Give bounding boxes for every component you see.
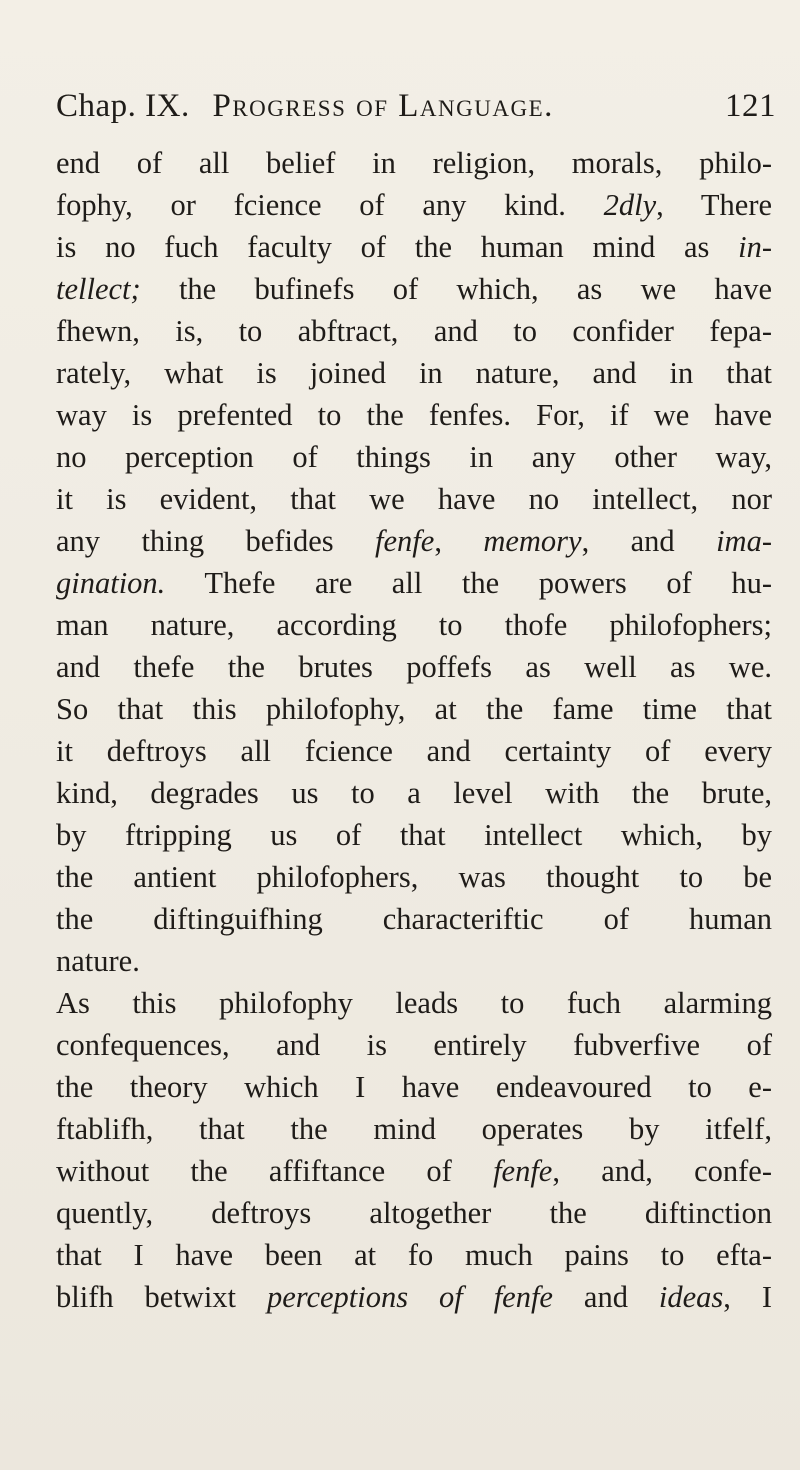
- italic-text: fenfe: [375, 524, 435, 558]
- text-segment: the diftinguifhing characteriftic of human: [56, 902, 772, 936]
- text-segment: way is prefented to the fenfes. For, if we have: [56, 398, 772, 432]
- italic-text: 2dly: [603, 188, 657, 222]
- text-line: [56, 940, 772, 982]
- text-segment: end of all belief in religion, morals, philo-: [56, 146, 772, 180]
- text-line: [56, 1192, 772, 1234]
- text-segment: , There: [656, 188, 773, 222]
- italic-text: memory: [483, 524, 582, 558]
- text-segment: , and: [581, 524, 717, 558]
- text-line: [56, 184, 772, 226]
- text-line: [56, 562, 772, 604]
- text-line: [56, 604, 772, 646]
- text-segment: rately, what is joined in nature, and in that: [56, 356, 772, 390]
- text-line: [56, 730, 772, 772]
- text-line: [56, 226, 772, 268]
- italic-text: perceptions of fenfe: [266, 1280, 553, 1314]
- italic-text: tellect;: [56, 272, 141, 306]
- text-line: [56, 1024, 772, 1066]
- text-line: [56, 394, 772, 436]
- text-segment: that I have been at fo much pains to efta-: [56, 1238, 772, 1272]
- italic-text: in-: [738, 230, 772, 264]
- text-segment: Thefe are all the powers of hu-: [165, 566, 772, 600]
- text-segment: the antient philofophers, was thought to be: [56, 860, 772, 894]
- text-line: [56, 1234, 772, 1276]
- italic-text: ideas: [658, 1280, 724, 1314]
- text-segment: fhewn, is, to abftract, and to confider fepa-: [56, 314, 772, 348]
- text-line: [56, 982, 772, 1024]
- text-segment: nature.: [56, 944, 140, 978]
- text-line: [56, 772, 772, 814]
- text-segment: no perception of things in any other way,: [56, 440, 772, 474]
- text-line: [56, 478, 772, 520]
- text-segment: by ftripping us of that intellect which, by: [56, 818, 772, 852]
- text-line: [56, 268, 772, 310]
- text-line: [56, 814, 772, 856]
- text-segment: So that this philofophy, at the fame time that: [56, 692, 772, 726]
- italic-text: ima-: [716, 524, 772, 558]
- text-segment: kind, degrades us to a level with the brute,: [56, 776, 772, 810]
- text-segment: is no fuch faculty of the human mind as: [56, 230, 739, 264]
- text-segment: As this philofophy leads to fuch alarming: [56, 986, 772, 1020]
- body-text: [56, 142, 772, 1318]
- text-segment: confequences, and is entirely fubverfive of: [56, 1028, 772, 1062]
- italic-text: fenfe: [493, 1154, 553, 1188]
- text-segment: and: [552, 1280, 659, 1314]
- text-segment: the theory which I have endeavoured to e-: [56, 1070, 772, 1104]
- text-line: [56, 688, 772, 730]
- text-segment: blifh betwixt: [56, 1280, 267, 1314]
- text-line: [56, 352, 772, 394]
- text-segment: it is evident, that we have no intellect, nor: [56, 482, 772, 516]
- text-line: [56, 856, 772, 898]
- running-head: [56, 88, 776, 128]
- text-line: [56, 1276, 772, 1318]
- text-segment: without the affiftance of: [56, 1154, 494, 1188]
- text-line: [56, 1066, 772, 1108]
- text-segment: and thefe the brutes poffefs as well as we.: [56, 650, 772, 684]
- text-segment: any thing befides: [56, 524, 376, 558]
- text-segment: man nature, according to thofe philofophers;: [56, 608, 772, 642]
- chapter-label: Chap. IX.: [56, 88, 190, 124]
- text-line: [56, 142, 772, 184]
- text-segment: ftablifh, that the mind operates by itfelf,: [56, 1112, 772, 1146]
- text-segment: , and, confe-: [552, 1154, 772, 1188]
- text-line: [56, 1150, 772, 1192]
- page-number: 121: [725, 88, 776, 124]
- text-line: [56, 1108, 772, 1150]
- text-line: [56, 436, 772, 478]
- text-line: [56, 898, 772, 940]
- text-line: [56, 520, 772, 562]
- text-line: [56, 646, 772, 688]
- running-title: Progress of Language.: [212, 88, 554, 124]
- text-segment: , I: [723, 1280, 772, 1314]
- text-segment: fophy, or fcience of any kind.: [56, 188, 604, 222]
- italic-text: gination.: [56, 566, 166, 600]
- text-segment: it deftroys all fcience and certainty of every: [56, 734, 772, 768]
- text-segment: the bufinefs of which, as we have: [140, 272, 772, 306]
- text-segment: ,: [434, 524, 484, 558]
- text-segment: quently, deftroys altogether the diftinction: [56, 1196, 772, 1230]
- text-line: [56, 310, 772, 352]
